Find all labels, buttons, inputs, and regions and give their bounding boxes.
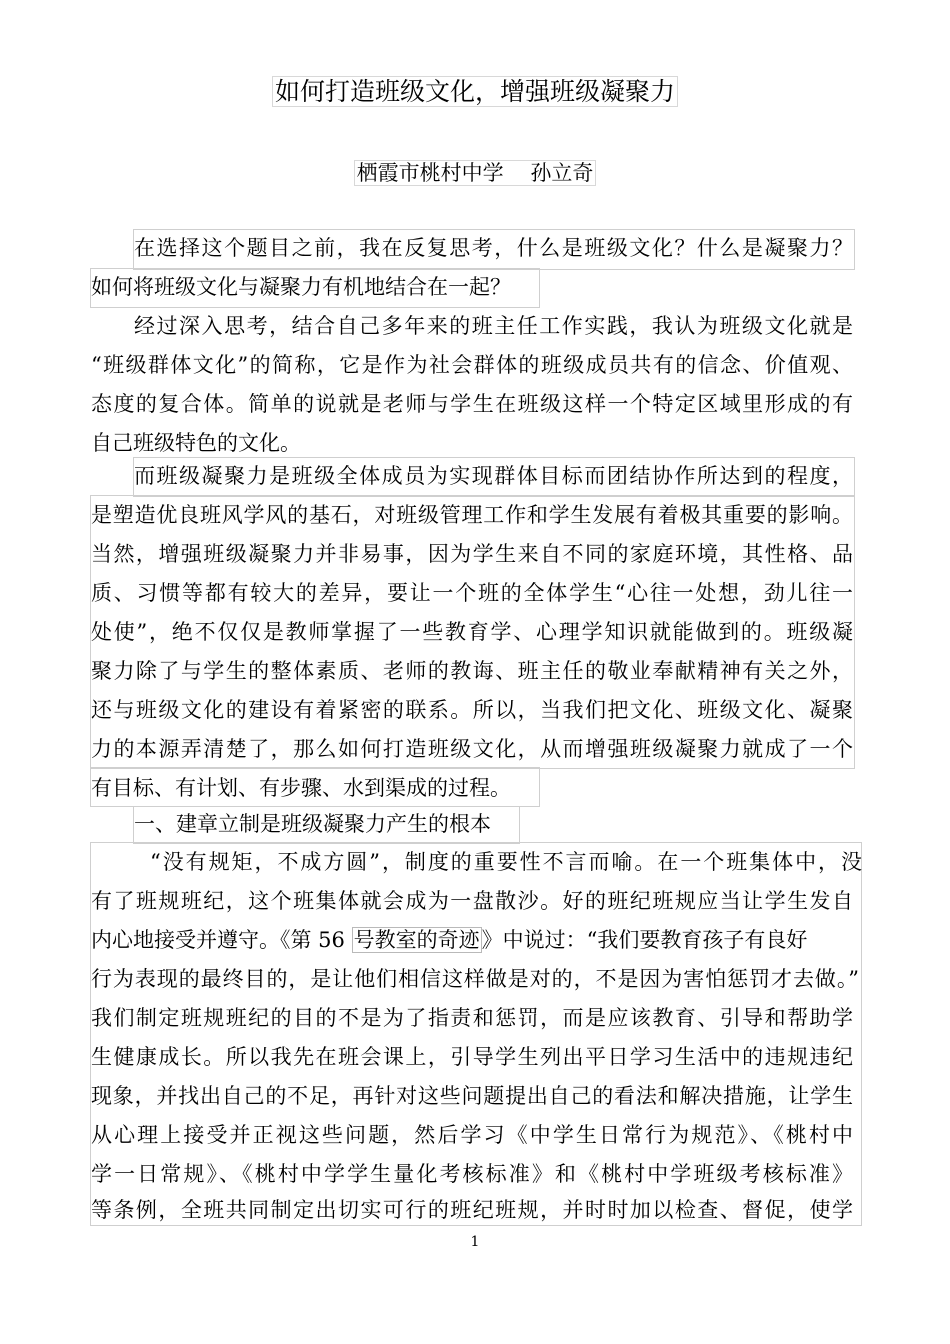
body-line: 经过深入思考，结合自己多年来的班主任工作实践，我认为班级文化就是 (134, 314, 853, 338)
body-line: 从心理上接受并正视这些问题，然后学习《中学生日常行为规范》、《桃村中 (91, 1123, 853, 1147)
body-line: 现象，并找出自己的不足，再针对这些问题提出自己的看法和解决措施，让学生 (91, 1084, 853, 1108)
document-author: 栖霞市桃村中学 孙立奇 (0, 155, 950, 191)
section-heading: 一、建章立制是班级凝聚力产生的根本 (134, 812, 491, 836)
body-line: 有了班规班纪，这个班集体就会成为一盘散沙。好的班纪班规应当让学生发自 (91, 889, 853, 913)
body-line: 在选择这个题目之前，我在反复思考，什么是班级文化？什么是凝聚力？ (134, 236, 853, 260)
body-line: 有目标、有计划、有步骤、水到渠成的过程。 (91, 776, 511, 800)
body-line: 而班级凝聚力是班级全体成员为实现群体目标而团结协作所达到的程度， (134, 464, 853, 488)
body-line: 当然，增强班级凝聚力并非易事，因为学生来自不同的家庭环境，其性格、品 (91, 542, 853, 566)
body-line: 力的本源弄清楚了，那么如何打造班级文化，从而增强班级凝聚力就成了一个 (91, 737, 853, 761)
body-line: 还与班级文化的建设有着紧密的联系。所以，当我们把文化、班级文化、凝聚 (91, 698, 853, 722)
document-title: 如何打造班级文化，增强班级凝聚力 (0, 72, 950, 112)
body-line: 等条例，全班共同制定出切实可行的班纪班规，并时时加以检查、督促，使学 (91, 1198, 853, 1222)
body-line: 生健康成长。所以我先在班会课上，引导学生列出平日学习生活中的违规违纪 (91, 1045, 853, 1069)
body-line: “班级群体文化”的简称，它是作为社会群体的班级成员共有的信念、价值观、 (91, 353, 853, 377)
body-line: 我们制定班规班纪的目的不是为了指责和惩罚，而是应该教育、引导和帮助学 (91, 1006, 853, 1030)
book-title-box: 号教室的奇迹 (353, 928, 480, 952)
body-line: 行为表现的最终目的，是让他们相信这样做是对的，不是因为害怕惩罚才去做。” (91, 967, 859, 991)
page-number: 1 (470, 1234, 480, 1250)
body-line: 处使”，绝不仅仅是教师掌握了一些教育学、心理学知识就能做到的。班级凝 (91, 620, 853, 644)
body-line: 自己班级特色的文化。 (91, 431, 301, 455)
body-line: 是塑造优良班风学风的基石，对班级管理工作和学生发展有着极其重要的影响。 (91, 503, 853, 527)
body-line: 如何将班级文化与凝聚力有机地结合在一起？ (91, 275, 511, 299)
body-line: 内心地接受并遵守。《第 56 号教室的奇迹》中说过：“我们要教育孩子有良好 (91, 928, 808, 952)
body-line: 态度的复合体。简单的说就是老师与学生在班级这样一个特定区域里形成的有 (91, 392, 853, 416)
body-line: “没有规矩，不成方圆”，制度的重要性不言而喻。在一个班集体中，没 (150, 850, 862, 874)
body-line: 聚力除了与学生的整体素质、老师的教诲、班主任的敬业奉献精神有关之外， (91, 659, 853, 683)
body-line: 学一日常规》、《桃村中学学生量化考核标准》和《桃村中学班级考核标准》 (91, 1162, 853, 1186)
body-line: 质、习惯等都有较大的差异，要让一个班的全体学生“心往一处想，劲儿往一 (91, 581, 853, 605)
